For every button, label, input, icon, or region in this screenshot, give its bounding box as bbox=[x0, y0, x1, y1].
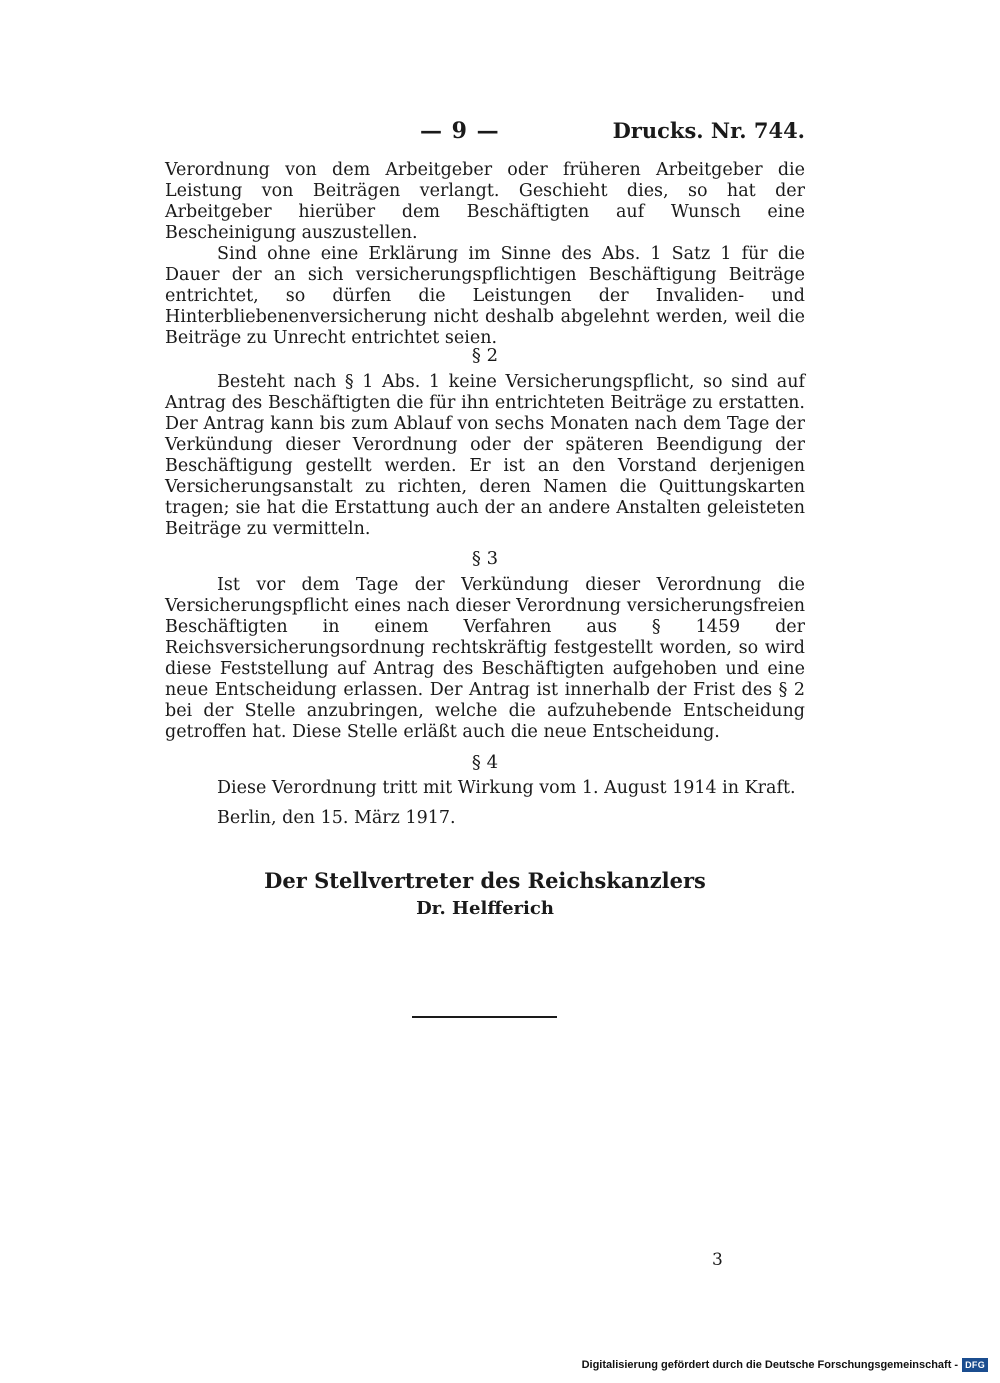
footer-text: Digitalisierung gefördert durch die Deutsche Forschungsgemeinschaft - bbox=[581, 1359, 959, 1371]
intro-paragraph-2: Sind ohne eine Erklärung im Sinne des Abs. 1 Satz 1 für die Dauer der an sich versicherungspflichtigen Beschäftigung Beiträge entrichtet, so dürfen die Leistungen der Invaliden- und Hinterbliebenenversicherung nicht deshalb abgelehnt werden, weil die Beiträge zu Unrecht entrichtet seien. bbox=[165, 244, 805, 348]
place-date: Berlin, den 15. März 1917. bbox=[217, 808, 456, 828]
intro-paragraphs bbox=[165, 160, 805, 349]
closing-rule bbox=[412, 1016, 557, 1018]
section-4-text: Diese Verordnung tritt mit Wirkung vom 1. August 1914 in Kraft. bbox=[217, 778, 796, 798]
section-3-heading: § 3 bbox=[471, 548, 499, 569]
page-number: — 9 — bbox=[420, 118, 500, 144]
signature-name: Dr. Helfferich bbox=[416, 898, 554, 919]
signature-title: Der Stellvertreter des Reichskanzlers bbox=[264, 868, 706, 893]
section-2-text: Besteht nach § 1 Abs. 1 keine Versicherungspflicht, so sind auf Antrag des Beschäftigten die für ihn entrichteten Beiträge zu erstatten. Der Antrag kann bis zum Ablauf von sechs Monaten nach dem Tage der Verkündung dieser Verordnung oder der späteren Beendigung der Beschäftigung gestellt werden. Er ist an den Vorstand derjenigen Versicherungsanstalt zu richten, deren Namen die Quittungskarten tragen; sie hat die Erstattung auch der an andere Anstalten geleisteten Beiträge zu vermitteln. bbox=[165, 372, 805, 539]
print-number: Drucks. Nr. 744. bbox=[612, 118, 805, 143]
section-3-text-block bbox=[165, 575, 805, 743]
place-date-block bbox=[165, 808, 805, 829]
dfg-logo-icon: DFG bbox=[962, 1358, 988, 1372]
section-2-text-block bbox=[165, 372, 805, 540]
section-2-heading: § 2 bbox=[471, 345, 499, 366]
intro-paragraph-1: Verordnung von dem Arbeitgeber oder früheren Arbeitgeber die Leistung von Beiträgen verlangt. Geschieht dies, so hat der Arbeitgeber hierüber dem Beschäftigten auf Wunsch eine Bescheinigung auszustellen. bbox=[165, 160, 805, 243]
sheet-number: 3 bbox=[712, 1250, 723, 1270]
page-header bbox=[165, 118, 805, 152]
section-3-text: Ist vor dem Tage der Verkündung dieser Verordnung die Versicherungspflicht eines nach dieser Verordnung versicherungsfreien Beschäftigten in einem Verfahren aus § 1459 der Reichsversicherungsordnung rechtskräftig festgestellt worden, so wird diese Feststellung auf Antrag des Beschäftigten aufgehoben und eine neue Entscheidung erlassen. Der Antrag ist innerhalb der Frist des § 2 bei der Stelle anzubringen, welche die aufzuhebende Entscheidung getroffen hat. Diese Stelle erläßt auch die neue Entscheidung. bbox=[165, 575, 805, 742]
section-4-heading: § 4 bbox=[471, 752, 499, 773]
section-4-text-block bbox=[165, 778, 805, 799]
digitization-footer bbox=[582, 1357, 988, 1373]
